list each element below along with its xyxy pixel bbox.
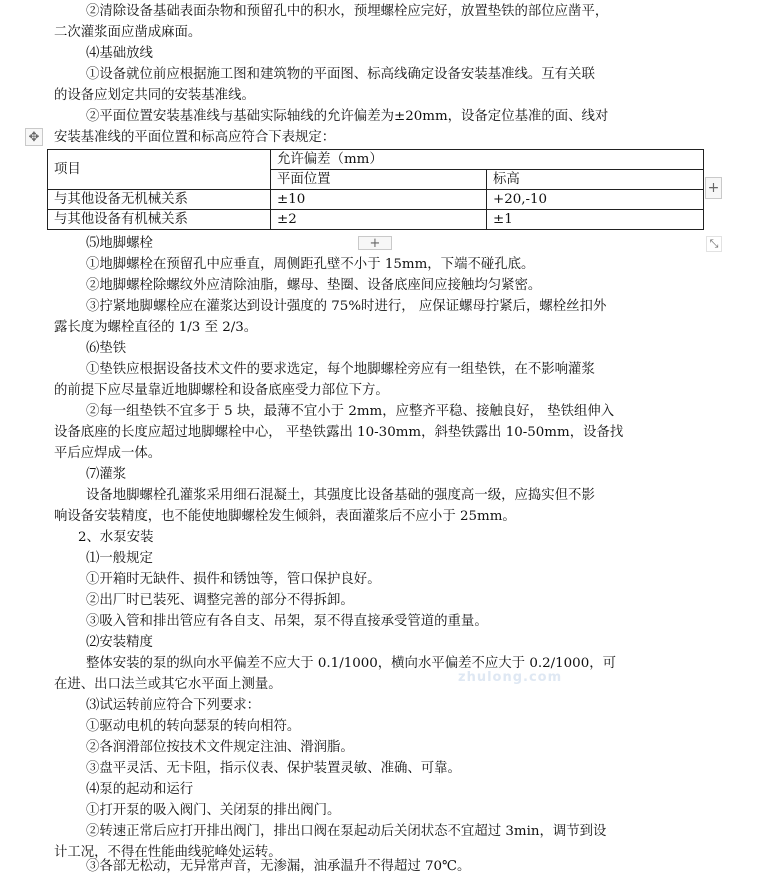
add-column-button[interactable]: + [705,177,722,199]
table-cell-plane: ±10 [271,190,487,210]
text-line: ②每一组垫铁不宜多于 5 块，最薄不宜小于 2mm，应整齐平稳、接触良好， 垫铁组伸入 [86,404,615,419]
text-line: ②平面位置安装基准线与基础实际轴线的允许偏差为±20mm，设备定位基准的面、线对 [86,109,609,124]
text-line: 设备底座的长度应超过地脚螺栓中心， 平垫铁露出 10-30mm，斜垫铁露出 10-50mm，设备找 [54,425,624,440]
table-cell-elevation: +20,-10 [487,190,704,210]
text-line: 的设备应划定共同的安装基准线。 [54,88,255,103]
text-line: 计工况，不得在性能曲线驼峰处运转。 [54,845,282,860]
table-cell-item: 与其他设备有机械关系 [48,210,271,230]
text-line: ③各部无松动，无异常声音，无渗漏，油承温升不得超过 70℃。 [86,859,471,874]
text-line: ①设备就位前应根据施工图和建筑物的平面图、标高线确定设备安装基准线。互有关联 [86,67,595,82]
section-heading: ⑸地脚螺栓 [86,236,153,251]
text-line: 平后应焊成一体。 [54,446,162,461]
text-line: ①开箱时无缺件、损件和锈蚀等，管口保护良好。 [86,572,381,587]
text-line: ①驱动电机的转向瑟泵的转向相符。 [86,719,301,734]
table-row [48,190,704,210]
section-heading: ⑷泵的起动和运行 [86,782,194,797]
table-resize-icon[interactable]: ⤡ [706,236,722,252]
text-line: ②清除设备基础表面杂物和预留孔中的积水，预埋螺栓应完好，放置垫铁的部位应凿平， [86,4,609,19]
tolerance-table [47,149,704,230]
text-line: 的前提下应尽量靠近地脚螺栓和设备底座受力部位下方。 [54,383,389,398]
add-row-button[interactable]: + [358,236,392,250]
text-line: ②转速正常后应打开排出阀门，排出口阀在泵起动后关闭状态不宜超过 3min，调节到设 [86,824,607,839]
text-line: ③吸入管和排出管应有各自支、吊架，泵不得直接承受管道的重量。 [86,614,488,629]
text-line: ①地脚螺栓在预留孔中应垂直，周侧距孔壁不小于 15mm，下端不碰孔底。 [86,257,535,272]
section-heading: ⑹垫铁 [86,341,127,356]
section-heading: ⑷基础放线 [86,46,153,61]
text-line: 安装基准线的平面位置和标高应符合下表规定： [54,130,336,145]
text-line: 设备地脚螺栓孔灌浆采用细石混凝土，其强度比设备基础的强度高一级，应捣实但不影 [86,488,595,503]
table-subheader-elevation: 标高 [487,170,704,190]
table-cell-item: 与其他设备无机械关系 [48,190,271,210]
text-line: ②各润滑部位按技术文件规定注油、滑润脂。 [86,740,354,755]
table-header-tolerance: 允许偏差（mm） [271,150,704,170]
table-header-row [48,150,704,170]
text-line: ②地脚螺栓除螺纹外应清除油脂，螺母、垫圈、设备底座间应接触均匀紧密。 [86,278,542,293]
text-line: 二次灌浆面应凿成麻面。 [54,25,202,40]
table-move-handle-icon[interactable]: ✥ [25,128,43,146]
text-line: 在进、出口法兰或其它水平面上测量。 [54,677,282,692]
text-line: 露长度为螺栓直径的 1/3 至 2/3。 [54,320,258,335]
watermark: zhulong.com [458,670,563,685]
section-heading: ⑶试运转前应符合下列要求： [86,698,261,713]
text-line: 整体安装的泵的纵向水平偏差不应大于 0.1/1000，横向水平偏差不应大于 0.2/1000，可 [86,656,616,671]
section-heading: 2、水泵安装 [78,530,154,545]
text-line: ①垫铁应根据设备技术文件的要求选定，每个地脚螺栓旁应有一组垫铁，在不影响灌浆 [86,362,595,377]
text-line: ①打开泵的吸入阀门、关闭泵的排出阀门。 [86,803,341,818]
table-subheader-plane: 平面位置 [271,170,487,190]
table-cell-elevation: ±1 [487,210,704,230]
section-heading: ⑵安装精度 [86,635,153,650]
text-line: ②出厂时已装死、调整完善的部分不得拆卸。 [86,593,354,608]
text-line: ③拧紧地脚螺栓应在灌浆达到设计强度的 75%时进行， 应保证螺母拧紧后，螺栓丝扣外 [86,299,607,314]
section-heading: ⑴一般规定 [86,551,153,566]
table-cell-plane: ±2 [271,210,487,230]
section-heading: ⑺灌浆 [86,467,127,482]
text-line: 响设备安装精度，也不能使地脚螺栓发生倾斜，表面灌浆后不应小于 25mm。 [54,509,516,524]
text-line: ③盘平灵活、无卡阻，指示仪表、保护装置灵敏、准确、可靠。 [86,761,461,776]
table-header-item: 项目 [48,150,271,190]
table-row [48,210,704,230]
